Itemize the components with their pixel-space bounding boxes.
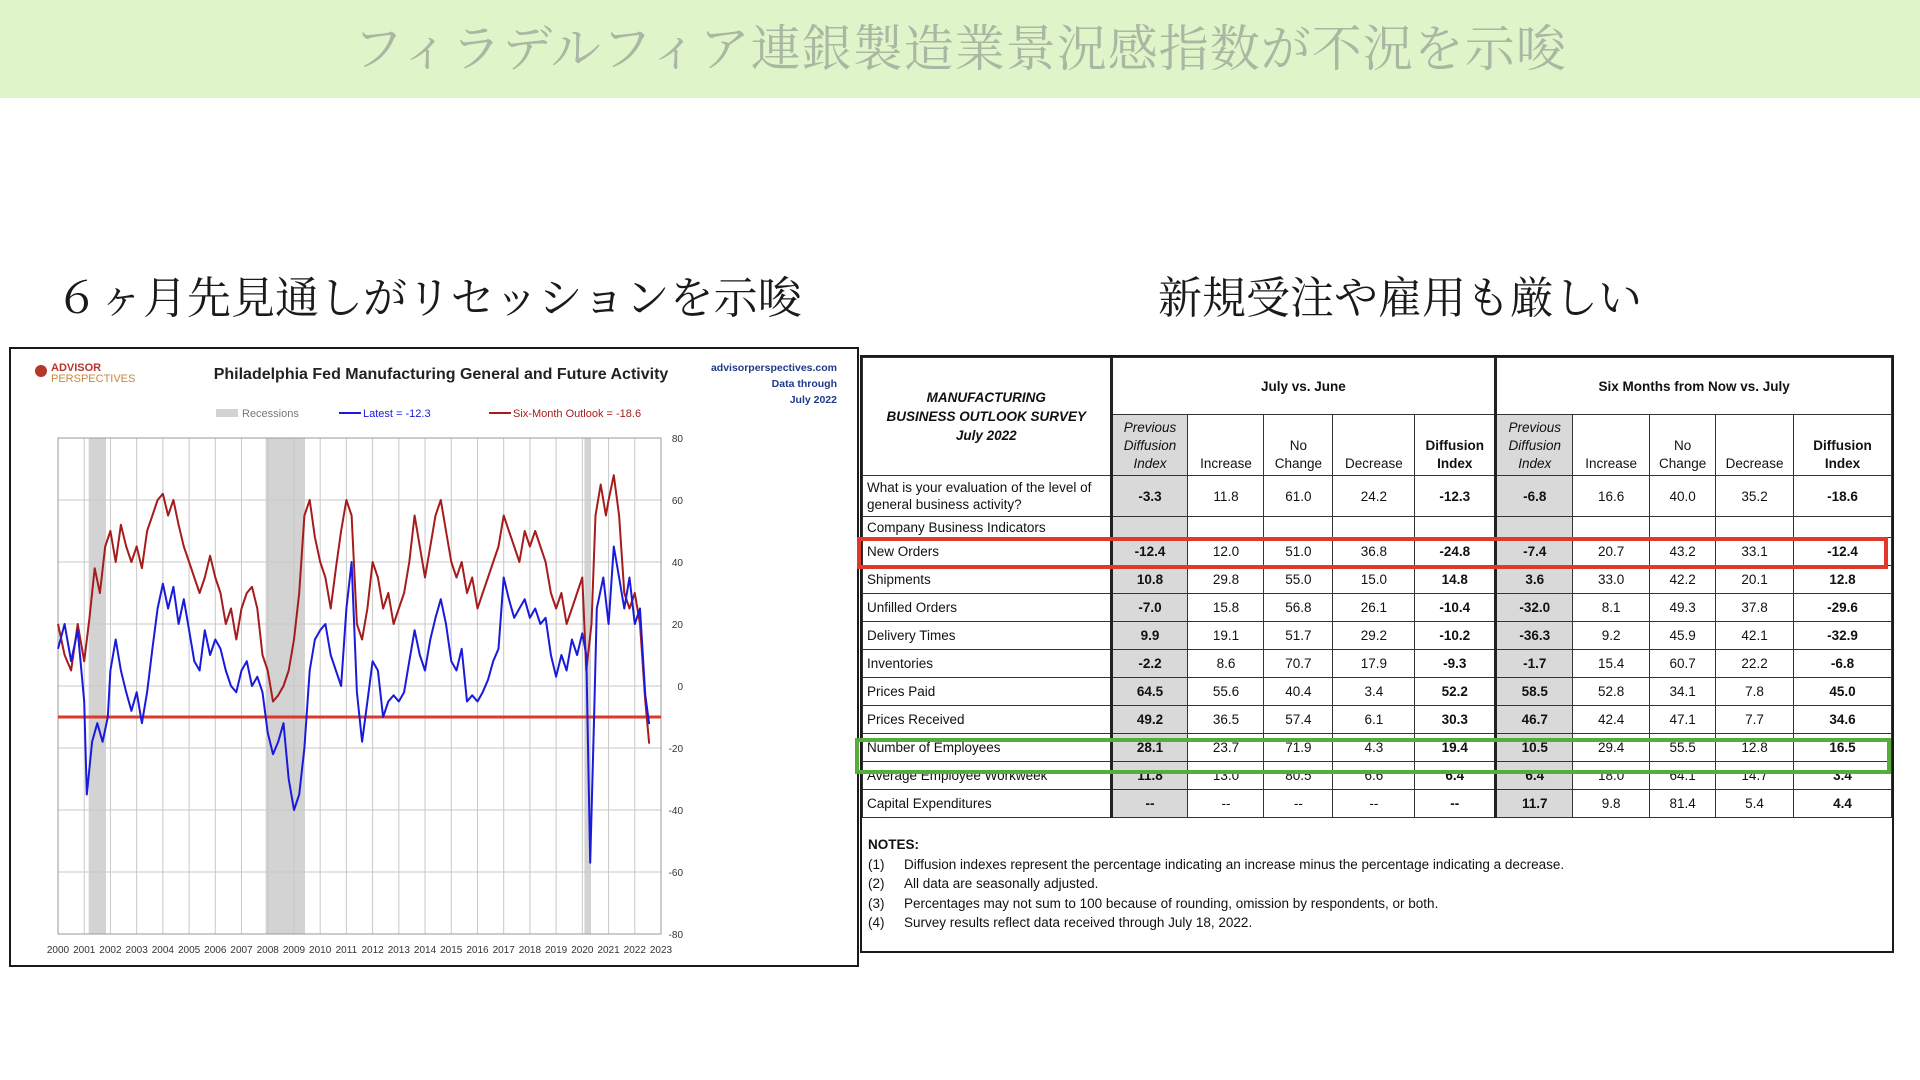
- col-prev-diffusion-1: Previous Diffusion Index: [1111, 415, 1188, 476]
- table-cell: 14.7: [1716, 762, 1794, 790]
- table-cell: 9.8: [1573, 790, 1650, 818]
- table-cell: [1264, 517, 1333, 538]
- table-cell: 55.0: [1264, 566, 1333, 594]
- x-tick-label: 2012: [361, 945, 384, 956]
- x-tick-label: 2022: [623, 945, 646, 956]
- table-cell: 30.3: [1415, 706, 1496, 734]
- table-cell: 9.9: [1111, 622, 1188, 650]
- row-label: Delivery Times: [863, 622, 1112, 650]
- table-cell: 34.6: [1794, 706, 1892, 734]
- table-cell: [1415, 517, 1496, 538]
- note-item: [868, 874, 1878, 894]
- table-cell: 49.3: [1650, 594, 1716, 622]
- chart-legend: [216, 408, 641, 420]
- logo-text-bottom: PERSPECTIVES: [51, 373, 136, 385]
- table-cell: 16.6: [1573, 476, 1650, 517]
- table-cell: 15.8: [1188, 594, 1264, 622]
- table-cell: 60.7: [1650, 650, 1716, 678]
- table-cell: 35.2: [1716, 476, 1794, 517]
- table-cell: 58.5: [1496, 678, 1573, 706]
- table-cell: --: [1111, 790, 1188, 818]
- logo-mark: [35, 365, 47, 377]
- col-diffusion-1: Diffusion Index: [1415, 415, 1496, 476]
- table-cell: 9.2: [1573, 622, 1650, 650]
- x-tick-label: 2004: [151, 945, 174, 956]
- group-header-july-vs-june: July vs. June: [1111, 358, 1496, 415]
- table-cell: --: [1415, 790, 1496, 818]
- table-cell: 70.7: [1264, 650, 1333, 678]
- table-cell: 6.1: [1333, 706, 1415, 734]
- table-row: [863, 678, 1892, 706]
- table-cell: 6.4: [1496, 762, 1573, 790]
- y-tick-label: -60: [668, 868, 683, 879]
- y-tick-label: 40: [671, 558, 683, 569]
- advisor-logo: [35, 362, 135, 385]
- table-cell: 45.0: [1794, 678, 1892, 706]
- y-tick-label: -20: [668, 744, 683, 755]
- plot-area: [47, 434, 684, 956]
- source-line-1: advisorperspectives.com: [710, 362, 837, 374]
- survey-table-panel: [860, 355, 1894, 953]
- table-cell: 56.8: [1264, 594, 1333, 622]
- x-tick-label: 2016: [466, 945, 489, 956]
- table-cell: [1496, 517, 1573, 538]
- table-cell: -32.9: [1794, 622, 1892, 650]
- note-item: [868, 913, 1878, 933]
- table-cell: 11.8: [1111, 762, 1188, 790]
- legend-latest-label: Latest = -12.3: [363, 408, 431, 420]
- section-row: [863, 517, 1892, 538]
- table-cell: 4.3: [1333, 734, 1415, 762]
- table-cell: 52.8: [1573, 678, 1650, 706]
- x-tick-label: 2020: [571, 945, 594, 956]
- table-cell: 40.4: [1264, 678, 1333, 706]
- table-cell: -6.8: [1794, 650, 1892, 678]
- x-tick-label: 2007: [230, 945, 253, 956]
- table-cell: 51.0: [1264, 538, 1333, 566]
- note-item: [868, 894, 1878, 914]
- col-prev-diffusion-2: Previous Diffusion Index: [1496, 415, 1573, 476]
- table-cell: 18.0: [1573, 762, 1650, 790]
- table-cell: 12.8: [1716, 734, 1794, 762]
- table-cell: -24.8: [1415, 538, 1496, 566]
- row-label: New Orders: [863, 538, 1112, 566]
- x-tick-label: 2018: [518, 945, 542, 956]
- y-tick-label: 80: [671, 434, 683, 445]
- right-heading: 新規受注や雇用も厳しい: [1158, 273, 1642, 324]
- table-cell: 33.0: [1573, 566, 1650, 594]
- table-cell: -10.2: [1415, 622, 1496, 650]
- table-cell: -2.2: [1111, 650, 1188, 678]
- table-cell: 40.0: [1650, 476, 1716, 517]
- logo-text-top: ADVISOR: [51, 362, 102, 374]
- table-cell: 55.5: [1650, 734, 1716, 762]
- x-tick-label: 2005: [177, 945, 201, 956]
- note-item: [868, 855, 1878, 875]
- table-cell: 20.1: [1716, 566, 1794, 594]
- table-cell: --: [1188, 790, 1264, 818]
- notes-heading: NOTES:: [868, 837, 920, 852]
- table-cell: 23.7: [1188, 734, 1264, 762]
- table-cell: 7.7: [1716, 706, 1794, 734]
- x-tick-label: 2002: [99, 945, 122, 956]
- legend-outlook-label: Six-Month Outlook = -18.6: [513, 408, 642, 420]
- table-cell: 6.4: [1415, 762, 1496, 790]
- x-tick-label: 2000: [46, 945, 70, 956]
- table-cell: 61.0: [1264, 476, 1333, 517]
- table-cell: 29.8: [1188, 566, 1264, 594]
- table-cell: 19.1: [1188, 622, 1264, 650]
- table-row: [863, 706, 1892, 734]
- table-cell: 14.8: [1415, 566, 1496, 594]
- table-cell: 15.4: [1573, 650, 1650, 678]
- table-cell: 37.8: [1716, 594, 1794, 622]
- legend-recession-label: Recessions: [242, 408, 299, 420]
- y-tick-label: -40: [668, 806, 683, 817]
- y-tick-label: 20: [671, 620, 683, 631]
- y-tick-label: 60: [671, 496, 683, 507]
- table-cell: 36.8: [1333, 538, 1415, 566]
- table-cell: -32.0: [1496, 594, 1573, 622]
- table-cell: -7.0: [1111, 594, 1188, 622]
- table-cell: 12.8: [1794, 566, 1892, 594]
- note-text: All data are seasonally adjusted.: [904, 876, 1099, 891]
- table-cell: 12.0: [1188, 538, 1264, 566]
- chart-svg: [11, 349, 857, 965]
- table-cell: --: [1333, 790, 1415, 818]
- table-cell: 33.1: [1716, 538, 1794, 566]
- x-tick-label: 2001: [73, 945, 96, 956]
- note-text: Survey results reflect data received through July 18, 2022.: [904, 915, 1253, 930]
- note-number: (3): [868, 895, 885, 911]
- table-cell: 28.1: [1111, 734, 1188, 762]
- table-cell: [1716, 517, 1794, 538]
- note-text: Percentages may not sum to 100 because of rounding, omission by respondents, or both.: [904, 895, 1439, 911]
- table-cell: -12.4: [1794, 538, 1892, 566]
- table-cell: [1188, 517, 1264, 538]
- table-cell: 6.6: [1333, 762, 1415, 790]
- table-cell: --: [1264, 790, 1333, 818]
- table-cell: -9.3: [1415, 650, 1496, 678]
- col-increase-2: Increase: [1573, 415, 1650, 476]
- row-label: Prices Received: [863, 706, 1112, 734]
- table-cell: -29.6: [1794, 594, 1892, 622]
- table-cell: 19.4: [1415, 734, 1496, 762]
- table-cell: 29.2: [1333, 622, 1415, 650]
- x-tick-label: 2009: [282, 945, 306, 956]
- x-tick-label: 2006: [204, 945, 227, 956]
- note-number: (1): [868, 856, 885, 872]
- x-tick-label: 2014: [413, 945, 437, 956]
- x-tick-label: 2019: [545, 945, 568, 956]
- table-row: [863, 790, 1892, 818]
- note-text: Diffusion indexes represent the percentage indicating an increase minus the percentage indicating a decrease.: [904, 856, 1565, 872]
- note-number: (4): [868, 915, 885, 930]
- row-label: Shipments: [863, 566, 1112, 594]
- slide-title: フィラデルフィア連銀製造業景況感指数が不況を示唆: [353, 20, 1567, 78]
- table-cell: 13.0: [1188, 762, 1264, 790]
- col-decrease-1: Decrease: [1333, 415, 1415, 476]
- table-cell: 36.5: [1188, 706, 1264, 734]
- row-label: Average Employee Workweek: [863, 762, 1112, 790]
- table-cell: 45.9: [1650, 622, 1716, 650]
- table-cell: 52.2: [1415, 678, 1496, 706]
- table-cell: 29.4: [1573, 734, 1650, 762]
- table-cell: -3.3: [1111, 476, 1188, 517]
- table-row: [863, 476, 1892, 517]
- table-cell: 8.1: [1573, 594, 1650, 622]
- table-cell: [1573, 517, 1650, 538]
- row-label: Inventories: [863, 650, 1112, 678]
- row-label: Number of Employees: [863, 734, 1112, 762]
- source-line-3: July 2022: [789, 394, 837, 406]
- left-heading: ６ヶ月先見通しがリセッションを示唆: [55, 273, 802, 324]
- chart-title: Philadelphia Fed Manufacturing General and Future Activity: [213, 366, 669, 383]
- table-row: [863, 566, 1892, 594]
- x-tick-label: 2015: [440, 945, 463, 956]
- table-cell: [1111, 517, 1188, 538]
- philly-fed-chart: [9, 347, 859, 967]
- table-cell: 8.6: [1188, 650, 1264, 678]
- table-cell: -12.4: [1111, 538, 1188, 566]
- table-cell: 17.9: [1333, 650, 1415, 678]
- table-cell: [1333, 517, 1415, 538]
- table-cell: 3.6: [1496, 566, 1573, 594]
- table-cell: 34.1: [1650, 678, 1716, 706]
- table-cell: -6.8: [1496, 476, 1573, 517]
- table-cell: 11.7: [1496, 790, 1573, 818]
- table-cell: -1.7: [1496, 650, 1573, 678]
- table-cell: 51.7: [1264, 622, 1333, 650]
- table-cell: 5.4: [1716, 790, 1794, 818]
- x-tick-label: 2003: [125, 945, 148, 956]
- col-nochange-2: No Change: [1650, 415, 1716, 476]
- x-tick-label: 2013: [387, 945, 410, 956]
- table-row: [863, 622, 1892, 650]
- y-tick-label: 0: [677, 682, 683, 693]
- table-cell: 46.7: [1496, 706, 1573, 734]
- table-cell: 42.1: [1716, 622, 1794, 650]
- table-cell: 3.4: [1794, 762, 1892, 790]
- table-cell: -12.3: [1415, 476, 1496, 517]
- table-cell: 64.5: [1111, 678, 1188, 706]
- employees-highlight: [855, 738, 1891, 774]
- table-cell: 42.2: [1650, 566, 1716, 594]
- table-cell: 49.2: [1111, 706, 1188, 734]
- row-label: Capital Expenditures: [863, 790, 1112, 818]
- row-label: What is your evaluation of the level of general business activity?: [863, 476, 1112, 517]
- table-cell: 15.0: [1333, 566, 1415, 594]
- note-number: (2): [868, 876, 885, 891]
- table-cell: 81.4: [1650, 790, 1716, 818]
- table-cell: 57.4: [1264, 706, 1333, 734]
- table-cell: 16.5: [1794, 734, 1892, 762]
- table-cell: 43.2: [1650, 538, 1716, 566]
- survey-notes: [868, 835, 1878, 933]
- x-tick-label: 2021: [597, 945, 620, 956]
- table-cell: 10.5: [1496, 734, 1573, 762]
- group-header-six-months: Six Months from Now vs. July: [1496, 358, 1892, 415]
- table-cell: [1794, 517, 1892, 538]
- table-cell: 71.9: [1264, 734, 1333, 762]
- row-label: Unfilled Orders: [863, 594, 1112, 622]
- table-row: [863, 650, 1892, 678]
- new-orders-highlight: [857, 537, 1888, 569]
- row-label: Prices Paid: [863, 678, 1112, 706]
- table-cell: 22.2: [1716, 650, 1794, 678]
- x-tick-label: 2011: [335, 945, 358, 956]
- table-cell: 4.4: [1794, 790, 1892, 818]
- table-cell: 80.5: [1264, 762, 1333, 790]
- table-cell: 7.8: [1716, 678, 1794, 706]
- table-cell: 47.1: [1650, 706, 1716, 734]
- survey-title: MANUFACTURING BUSINESS OUTLOOK SURVEY July 2022: [863, 358, 1112, 476]
- col-decrease-2: Decrease: [1716, 415, 1794, 476]
- table-cell: 3.4: [1333, 678, 1415, 706]
- col-diffusion-2: Diffusion Index: [1794, 415, 1892, 476]
- section-label: Company Business Indicators: [863, 517, 1112, 538]
- table-cell: -36.3: [1496, 622, 1573, 650]
- table-cell: 11.8: [1188, 476, 1264, 517]
- source-line-2: Data through: [771, 378, 837, 390]
- table-cell: 64.1: [1650, 762, 1716, 790]
- table-cell: 42.4: [1573, 706, 1650, 734]
- table-row: [863, 594, 1892, 622]
- x-tick-label: 2023: [649, 945, 673, 956]
- x-tick-label: 2017: [492, 945, 515, 956]
- col-increase-1: Increase: [1188, 415, 1264, 476]
- table-cell: -10.4: [1415, 594, 1496, 622]
- table-cell: 55.6: [1188, 678, 1264, 706]
- y-tick-label: -80: [668, 930, 683, 941]
- table-cell: 24.2: [1333, 476, 1415, 517]
- table-cell: 26.1: [1333, 594, 1415, 622]
- table-cell: -7.4: [1496, 538, 1573, 566]
- table-cell: [1650, 517, 1716, 538]
- x-tick-label: 2008: [256, 945, 279, 956]
- col-nochange-1: No Change: [1264, 415, 1333, 476]
- table-cell: -18.6: [1794, 476, 1892, 517]
- legend-recession-swatch: [216, 409, 238, 417]
- x-tick-label: 2010: [309, 945, 332, 956]
- table-cell: 10.8: [1111, 566, 1188, 594]
- table-cell: 20.7: [1573, 538, 1650, 566]
